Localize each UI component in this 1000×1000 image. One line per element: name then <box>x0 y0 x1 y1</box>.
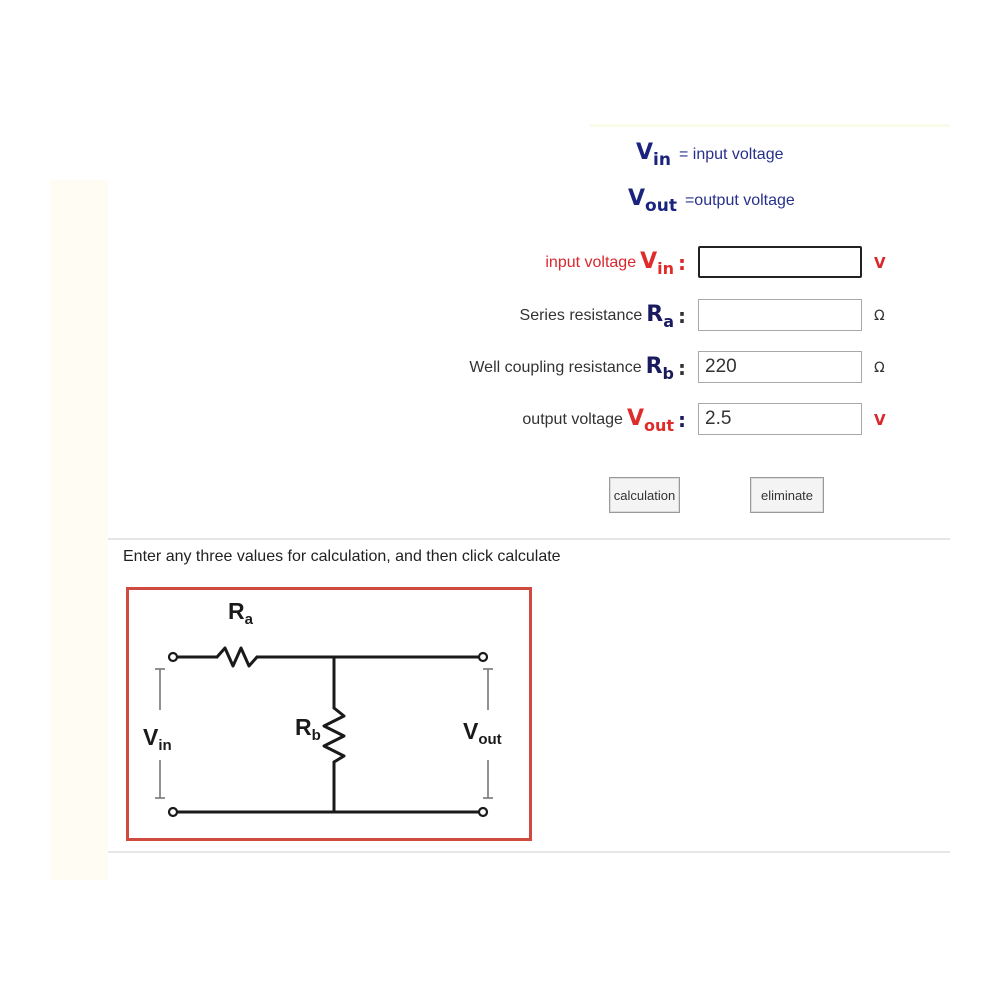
resistor-ra-icon <box>217 648 257 666</box>
legend-vin <box>636 140 784 170</box>
series-resistance-field[interactable] <box>698 299 862 331</box>
circuit-schematic <box>129 590 529 838</box>
coupling-resistance-field[interactable] <box>698 351 862 383</box>
legend-vout-symbol: $V_{out}$ <box>628 186 677 216</box>
resistor-rb-icon <box>324 708 344 762</box>
left-background-strip <box>50 180 108 880</box>
terminal-out-bottom-icon <box>479 808 487 816</box>
row-series-resistance <box>0 296 1000 336</box>
terminal-in-top-icon <box>169 653 177 661</box>
output-voltage-label: output voltage $V_{out}$ : <box>522 405 686 435</box>
coupling-resistance-unit: Ω <box>874 360 885 376</box>
rb-symbol: $R_b$ <box>645 353 674 383</box>
circuit-vout-label: $V_{out}$ <box>463 718 502 748</box>
input-voltage-label: input voltage $V_{in}$ : <box>545 248 686 278</box>
series-resistance-unit: Ω <box>874 308 885 324</box>
divider-top <box>108 538 950 540</box>
calculate-button[interactable]: calculation <box>609 477 680 513</box>
circuit-vin-label: $V_{in}$ <box>143 724 172 754</box>
input-voltage-unit: V <box>874 254 886 272</box>
legend-vin-symbol: $V_{in}$ <box>636 140 671 170</box>
legend-vout <box>628 186 795 216</box>
legend-vin-desc: = input voltage <box>678 146 784 163</box>
vout-symbol: $V_{out}$ <box>626 405 674 435</box>
ra-symbol: $R_a$ <box>646 301 674 331</box>
divider-bottom <box>108 851 950 853</box>
row-input-voltage <box>0 243 1000 283</box>
row-coupling-resistance <box>0 348 1000 388</box>
instruction-text: Enter any three values for calculation, and then click calculate <box>123 548 561 565</box>
legend-vout-desc: =output voltage <box>684 192 795 209</box>
circuit-diagram <box>126 587 532 841</box>
vin-symbol: $V_{in}$ <box>640 248 674 278</box>
row-output-voltage <box>0 400 1000 440</box>
coupling-resistance-label: Well coupling resistance $R_b$ : <box>469 353 686 383</box>
top-rule <box>590 124 950 127</box>
circuit-ra-label: $R_a$ <box>228 598 253 628</box>
circuit-rb-label: $R_b$ <box>295 714 321 744</box>
terminal-out-top-icon <box>479 653 487 661</box>
series-resistance-label: Series resistance $R_a$ : <box>519 301 686 331</box>
input-voltage-field[interactable] <box>698 246 862 278</box>
eliminate-button[interactable]: eliminate <box>750 477 824 513</box>
terminal-in-bottom-icon <box>169 808 177 816</box>
output-voltage-unit: V <box>874 411 886 429</box>
output-voltage-field[interactable] <box>698 403 862 435</box>
